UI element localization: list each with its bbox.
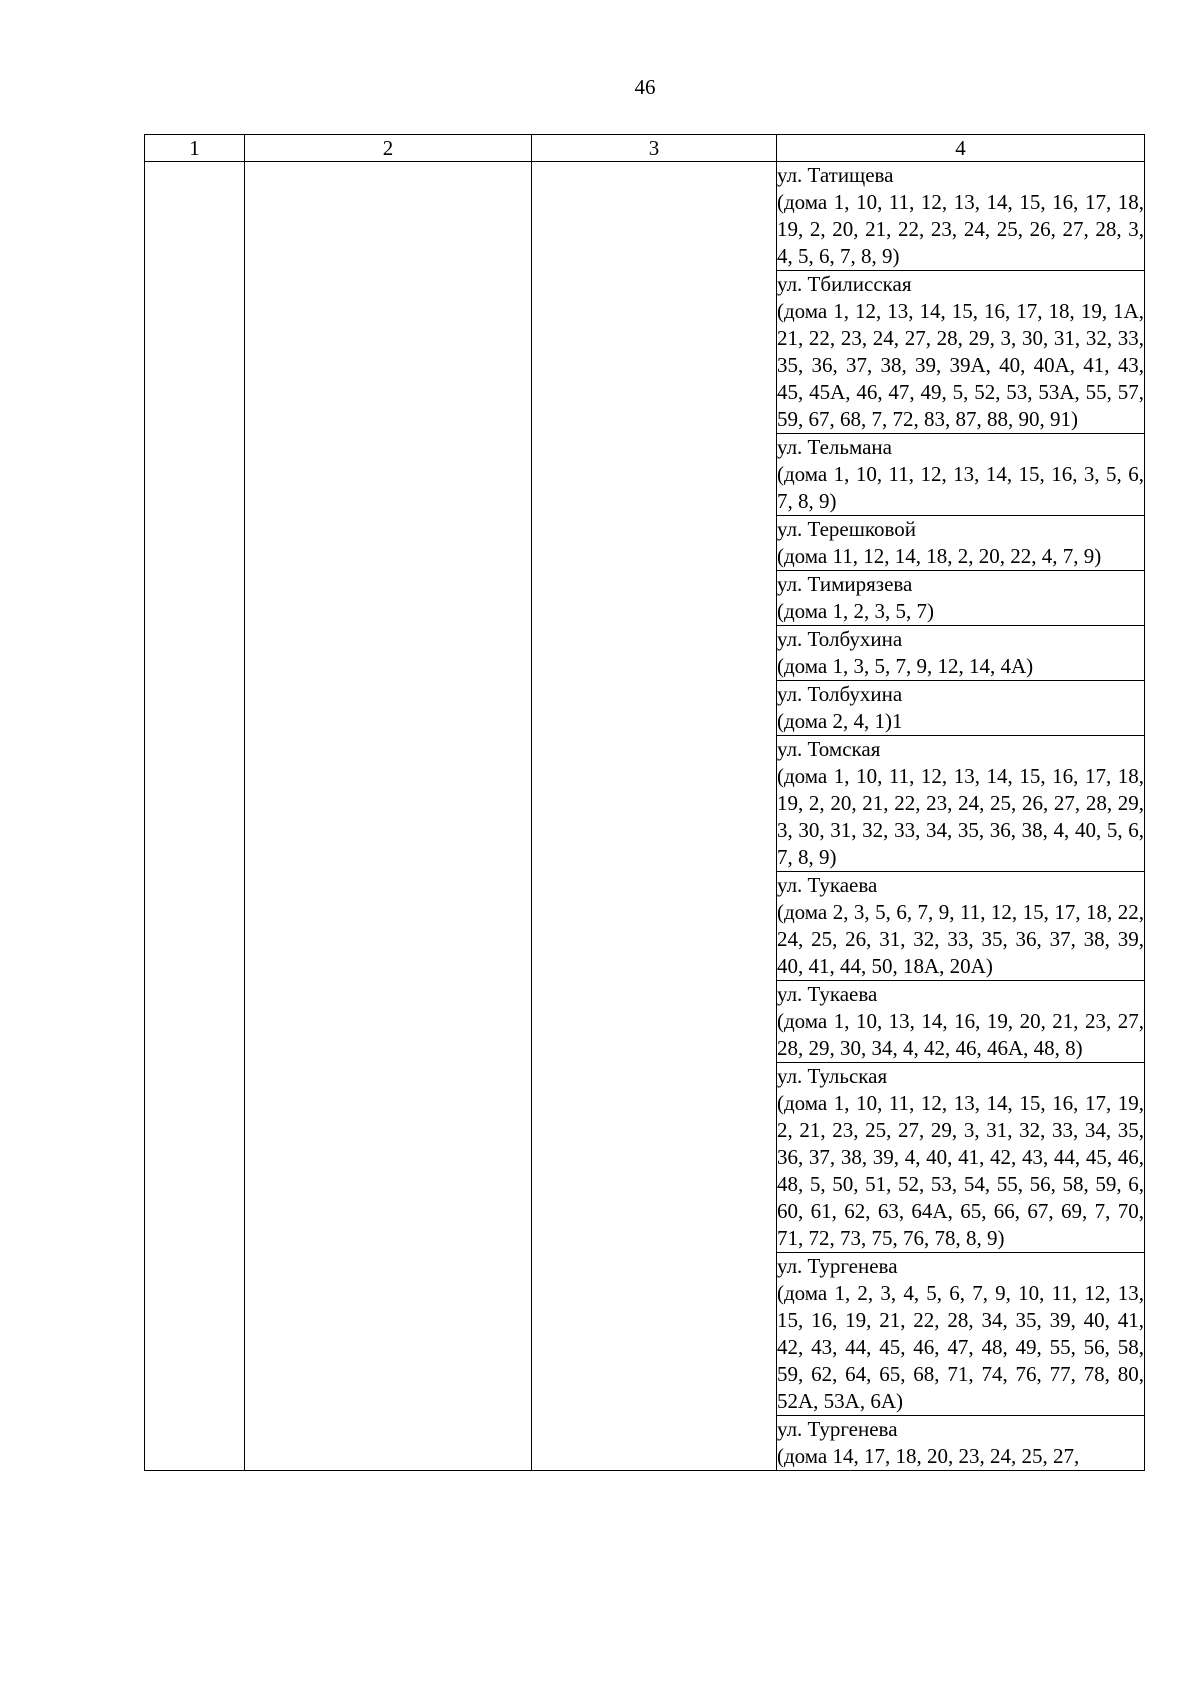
house-list: (дома 1, 10, 11, 12, 13, 14, 15, 16, 3, 5, 6, 7, 8, 9) xyxy=(777,462,1144,513)
house-list: (дома 1, 2, 3, 5, 7) xyxy=(777,599,934,623)
street-cell xyxy=(777,571,1145,626)
street-name: ул. Тимирязева xyxy=(777,572,913,596)
house-list: (дома 14, 17, 18, 20, 23, 24, 25, 27, xyxy=(777,1444,1080,1468)
column-header-2: 2 xyxy=(245,135,532,162)
column-2-cell xyxy=(245,162,532,1471)
house-list: (дома 1, 12, 13, 14, 15, 16, 17, 18, 19, 1А, 21, 22, 23, 24, 27, 28, 29, 3, 30, 31, 32, 33, 35, 36, 37, 38, 39, 39А, 40, 40А, 41, 43, 45, 45А, 46, 47, 49, 5, 52, 53, 53А, 55, 57, 59, 67, 68, 7, 72, 83, 87, 88, 90, 91) xyxy=(777,299,1144,431)
street-cell xyxy=(777,162,1145,271)
street-cell xyxy=(777,626,1145,681)
page-number: 46 xyxy=(634,75,656,99)
street-name: ул. Тургенева xyxy=(777,1254,898,1278)
street-cell xyxy=(777,736,1145,872)
street-cell xyxy=(777,681,1145,736)
house-list: (дома 11, 12, 14, 18, 2, 20, 22, 4, 7, 9) xyxy=(777,544,1102,568)
house-list: (дома 1, 2, 3, 4, 5, 6, 7, 9, 10, 11, 12, 13, 15, 16, 19, 21, 22, 28, 34, 35, 39, 40, 41, 42, 43, 44, 45, 46, 47, 48, 49, 55, 56, 58, 59, 62, 64, 65, 68, 71, 74, 76, 77, 78, 80, 52А, 53А, 6А) xyxy=(777,1281,1144,1413)
street-name: ул. Толбухина xyxy=(777,682,903,706)
table-row xyxy=(145,162,1145,271)
column-1-cell xyxy=(145,162,245,1471)
table-header-row xyxy=(145,135,1145,162)
street-cell xyxy=(777,516,1145,571)
house-list: (дома 1, 10, 11, 12, 13, 14, 15, 16, 17, 18, 19, 2, 20, 21, 22, 23, 24, 25, 26, 27, 28, 3, 4, 5, 6, 7, 8, 9) xyxy=(777,190,1144,268)
house-list: (дома 1, 10, 11, 12, 13, 14, 15, 16, 17, 18, 19, 2, 20, 21, 22, 23, 24, 25, 26, 27, 28, 29, 3, 30, 31, 32, 33, 34, 35, 36, 38, 4, 40, 5, 6, 7, 8, 9) xyxy=(777,764,1144,869)
street-name: ул. Тульская xyxy=(777,1064,888,1088)
street-name: ул. Татищева xyxy=(777,163,894,187)
column-3-cell xyxy=(532,162,777,1471)
column-header-4: 4 xyxy=(777,135,1145,162)
street-name: ул. Толбухина xyxy=(777,627,903,651)
street-cell xyxy=(777,434,1145,516)
column-header-3: 3 xyxy=(532,135,777,162)
house-list: (дома 1, 3, 5, 7, 9, 12, 14, 4А) xyxy=(777,654,1034,678)
house-list: (дома 2, 3, 5, 6, 7, 9, 11, 12, 15, 17, 18, 22, 24, 25, 26, 31, 32, 33, 35, 36, 37, 38, 39, 40, 41, 44, 50, 18А, 20А) xyxy=(777,900,1144,978)
column-header-1: 1 xyxy=(145,135,245,162)
house-list: (дома 1, 10, 11, 12, 13, 14, 15, 16, 17, 19, 2, 21, 23, 25, 27, 29, 3, 31, 32, 33, 34, 35, 36, 37, 38, 39, 4, 40, 41, 42, 43, 44, 45, 46, 48, 5, 50, 51, 52, 53, 54, 55, 56, 58, 59, 6, 60, 61, 62, 63, 64А, 65, 66, 67, 69, 7, 70, 71, 72, 73, 75, 76, 78, 8, 9) xyxy=(777,1091,1144,1250)
house-list: (дома 1, 10, 13, 14, 16, 19, 20, 21, 23, 27, 28, 29, 30, 34, 4, 42, 46, 46А, 48, 8) xyxy=(777,1009,1144,1060)
street-cell xyxy=(777,981,1145,1063)
street-name: ул. Терешковой xyxy=(777,517,917,541)
address-table xyxy=(144,134,1145,1471)
street-cell xyxy=(777,271,1145,434)
street-name: ул. Тургенева xyxy=(777,1417,898,1441)
house-list: (дома 2, 4, 1)1 xyxy=(777,709,903,733)
street-name: ул. Тукаева xyxy=(777,982,878,1006)
street-name: ул. Тельмана xyxy=(777,435,892,459)
street-cell xyxy=(777,1416,1145,1471)
street-cell xyxy=(777,1253,1145,1416)
street-cell xyxy=(777,1063,1145,1253)
street-name: ул. Тбилисская xyxy=(777,272,912,296)
street-cell xyxy=(777,872,1145,981)
street-name: ул. Томская xyxy=(777,737,881,761)
street-name: ул. Тукаева xyxy=(777,873,878,897)
